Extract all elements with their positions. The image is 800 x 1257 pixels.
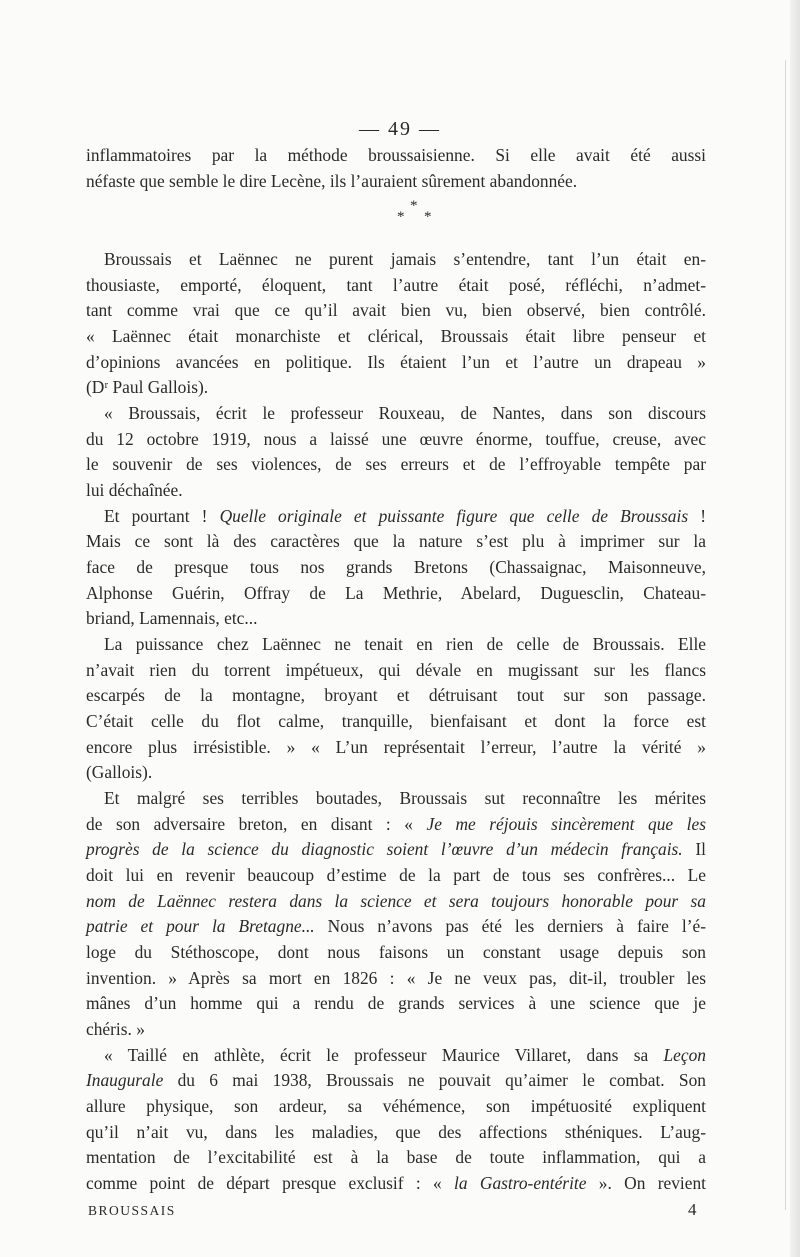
text-line: thousiaste, emporté, éloquent, tant l’autre était posé, réfléchi, n’admet- bbox=[86, 275, 706, 295]
signature-number: 4 bbox=[688, 1200, 697, 1219]
text-line: du 12 octobre 1919, nous a laissé une œuvre énorme, touffue, creuse, avec bbox=[86, 429, 706, 449]
text-line: nom de Laënnec restera dans la science et sera toujours honorable pour sa bbox=[86, 891, 706, 911]
text-line: lui déchaînée. bbox=[86, 480, 183, 500]
signature-mark: BROUSSAIS bbox=[88, 1203, 176, 1218]
page-number: — 49 — bbox=[359, 118, 441, 140]
text-line: « Broussais, écrit le professeur Rouxeau, de Nantes, dans son discours bbox=[104, 403, 706, 423]
text-line: n’avait rien du torrent impétueux, qui dévale en mugissant sur les flancs bbox=[86, 660, 706, 680]
text-line: Et malgré ses terribles boutades, Broussais sut reconnaître les mérites bbox=[104, 788, 706, 808]
text-line: Inaugurale du 6 mai 1938, Broussais ne pouvait qu’aimer le combat. Son bbox=[86, 1070, 706, 1090]
text-line: (Gallois). bbox=[86, 762, 153, 782]
text-line: Broussais et Laënnec ne purent jamais s’entendre, tant l’un était en- bbox=[104, 249, 706, 269]
text-line: progrès de la science du diagnostic soient l’œuvre d’un médecin français. Il bbox=[86, 839, 706, 859]
separator-star: * bbox=[424, 209, 432, 225]
separator-star: * bbox=[410, 198, 418, 214]
separator-star: * bbox=[397, 209, 405, 225]
text-line: escarpés de la montagne, broyant et détruisant tout sur son passage. bbox=[86, 685, 706, 705]
text-line: d’opinions avancées en politique. Ils étaient l’un et l’autre un drapeau » bbox=[86, 352, 706, 372]
text-line: invention. » Après sa mort en 1826 : « Je ne veux pas, dit-il, troubler les bbox=[86, 968, 706, 988]
page-edge bbox=[790, 0, 800, 1257]
text-line: mentation de l’excitabilité est à la base de toute inflammation, qui a bbox=[86, 1147, 706, 1167]
text-line: briand, Lamennais, etc... bbox=[86, 608, 258, 628]
text-line: comme point de départ presque exclusif : « la Gastro-entérite ». On revient bbox=[86, 1173, 707, 1193]
text-line: Et pourtant ! Quelle originale et puissante figure que celle de Broussais ! bbox=[104, 506, 707, 526]
text-line: le souvenir de ses violences, de ses erreurs et de l’effroyable tempête par bbox=[86, 454, 706, 474]
text-line: tant comme vrai que ce qu’il avait bien vu, bien observé, bien contrôlé. bbox=[86, 300, 706, 320]
text-line: inflammatoires par la méthode broussaisienne. Si elle avait été aussi bbox=[86, 145, 706, 165]
text-line: « Laënnec était monarchiste et clérical, Broussais était libre penseur et bbox=[86, 326, 706, 346]
text-line: « Taillé en athlète, écrit le professeur Maurice Villaret, dans sa Leçon bbox=[104, 1045, 706, 1065]
text-line: La puissance chez Laënnec ne tenait en rien de celle de Broussais. Elle bbox=[104, 634, 706, 654]
text-line: de son adversaire breton, en disant : « Je me réjouis sincèrement que les bbox=[86, 814, 706, 834]
text-line: Alphonse Guérin, Offray de La Methrie, Abelard, Duguesclin, Chateau- bbox=[86, 583, 706, 603]
text-line: loge du Stéthoscope, dont nous faisons un constant usage depuis son bbox=[86, 942, 706, 962]
text-line: face de presque tous nos grands Bretons (Chassaignac, Maisonneuve, bbox=[86, 557, 706, 577]
text-line: mânes d’un homme qui a rendu de grands services à une science que je bbox=[86, 993, 706, 1013]
text-line: doit lui en revenir beaucoup d’estime de la part de tous ses confrères... Le bbox=[86, 865, 706, 885]
text-line: allure physique, son ardeur, sa véhémence, son impétuosité expliquent bbox=[86, 1096, 706, 1116]
text-line: qu’il n’ait vu, dans les maladies, que des affections sthéniques. L’aug- bbox=[86, 1122, 706, 1142]
text-line: patrie et pour la Bretagne... Nous n’avons pas été les derniers à faire l’é- bbox=[86, 916, 706, 936]
text-line: (Dʳ Paul Gallois). bbox=[86, 377, 209, 397]
text-line: Mais ce sont là des caractères que la nature s’est plu à imprimer sur la bbox=[86, 531, 706, 551]
text-line: C’était celle du flot calme, tranquille, bienfaisant et dont la force est bbox=[86, 711, 706, 731]
page-fold-line bbox=[785, 60, 786, 1210]
text-line: encore plus irrésistible. » « L’un représentait l’erreur, l’autre la vérité » bbox=[86, 737, 706, 757]
text-line: chéris. » bbox=[86, 1019, 145, 1039]
text-line: néfaste que semble le dire Lecène, ils l’auraient sûrement abandonnée. bbox=[86, 171, 578, 191]
